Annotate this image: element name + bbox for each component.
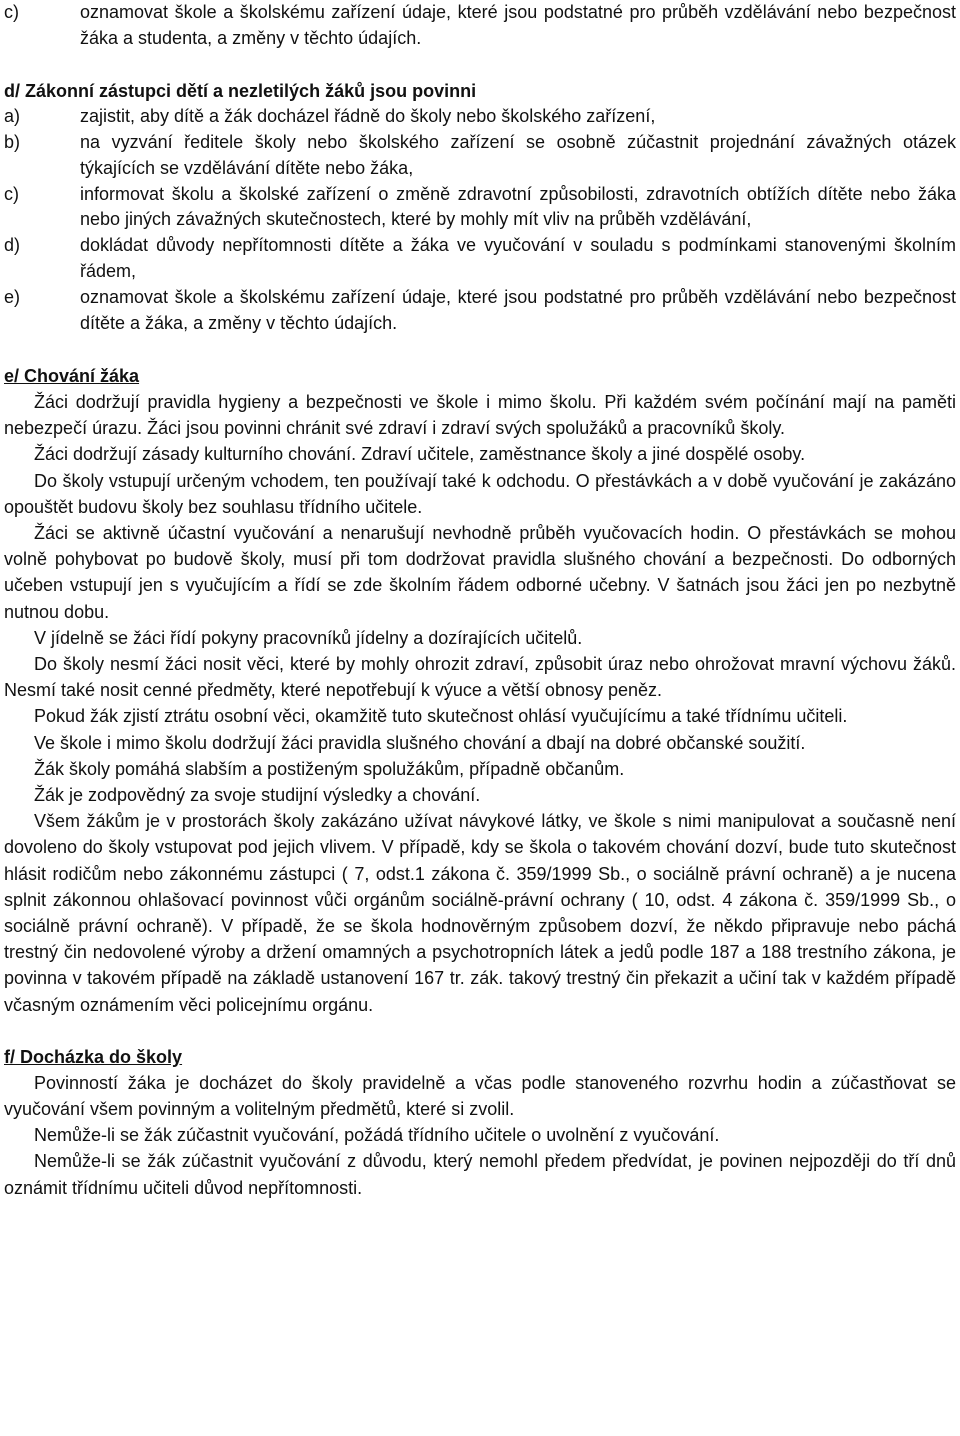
list-item-label: c): [4, 2, 19, 22]
list-item-text: dokládat důvody nepřítomnosti dítěte a žáka ve vyučování v souladu s podmínkami stanovenými školním řádem,: [80, 235, 956, 282]
paragraph: Nemůže-li se žák zúčastnit vyučování z důvodu, který nemohl předem předvídat, je povinen nejpozději do tří dnů oznámit třídnímu učiteli důvod nepřítomnosti.: [4, 1151, 956, 1198]
list-item-label: c): [4, 183, 19, 204]
list-item-text: zajistit, aby dítě a žák docházel řádně do školy nebo školského zařízení,: [80, 105, 656, 126]
list-item-text: informovat školu a školské zařízení o změně zdravotní způsobilosti, zdravotních obtížích dítěte nebo žáka nebo jiných závažných skutečnostech, které by mohly mít vliv na průběh vzdělávání,: [80, 183, 956, 230]
list-item-e: [4, 285, 956, 337]
paragraph: Do školy vstupují určeným vchodem, ten používají také k odchodu. O přestávkách a v době vyučování je zakázáno opouštět budovu školy bez souhlasu třídního učitele.: [4, 470, 956, 517]
list-item-label: b): [4, 131, 21, 152]
list-item-label: a): [4, 105, 21, 126]
paragraph: Nemůže-li se žák zúčastnit vyučování, požádá třídního učitele o uvolnění z vyučování.: [34, 1125, 720, 1146]
section-d-heading: d/ Zákonní zástupci dětí a nezletilých žáků jsou povinni: [4, 80, 477, 101]
section-f-heading: f/ Docházka do školy: [4, 1046, 183, 1067]
list-item-b: [4, 130, 956, 182]
section-e-heading: e/ Chování žáka: [4, 365, 140, 386]
paragraph: Žáci dodržují zásady kulturního chování. Zdraví učitele, zaměstnance školy a jiné dospělé osoby.: [34, 444, 806, 465]
paragraph: Žák je zodpovědný za svoje studijní výsledky a chování.: [34, 785, 481, 806]
paragraph: Povinností žáka je docházet do školy pravidelně a včas podle stanoveného rozvrhu hodin a zúčastňovat se vyučování všem povinným a volitelným předmětů, které si zvolil.: [4, 1072, 956, 1120]
list-item-c: [4, 0, 956, 52]
paragraph: Žáci se aktivně účastní vyučování a nenarušují nevhodně průběh vyučovacích hodin. O přestávkách se mohou volně pohybovat po budově školy, musí při tom dodržovat pravidla slušného chování a bezpečnosti. Do odborných učeben vstupují jen s vyučujícím a řídí se zde školním řádem odborné učebny. V šatnách jsou žáci jen po nezbytně nutnou dobu.: [4, 522, 956, 622]
list-item-text: oznamovat škole a školskému zařízení údaje, které jsou podstatné pro průběh vzdělávání nebo bezpečnost žáka a studenta, a změny v těchto údajích.: [80, 2, 956, 48]
paragraph: Žák školy pomáhá slabším a postiženým spolužákům, případně občanům.: [34, 758, 625, 779]
paragraph: Pokud žák zjistí ztrátu osobní věci, okamžitě tuto skutečnost ohlásí vyučujícímu a také třídnímu učiteli.: [34, 706, 848, 727]
list-item-text: na vyzvání ředitele školy nebo školského zařízení se osobně zúčastnit projednání závažných otázek týkajících se vzdělávání dítěte nebo žáka,: [80, 131, 956, 178]
spacer: [4, 52, 956, 78]
spacer: [4, 1018, 956, 1044]
paragraph: Do školy nesmí žáci nosit věci, které by mohly ohrozit zdraví, způsobit úraz nebo ohrožovat mravní výchovu žáků. Nesmí také nosit cenné předměty, které nepotřebují k výuce a větší obnosy peněz.: [4, 654, 956, 701]
document-page: [4, 0, 956, 1201]
list-item-label: e): [4, 287, 21, 308]
paragraph: Žáci dodržují pravidla hygieny a bezpečnosti ve škole i mimo školu. Při každém svém počínání mají na paměti nebezpečí úrazu. Žáci jsou povinni chránit své zdraví i zdraví svých spolužáků a pracovníků školy.: [4, 391, 956, 439]
list-item-text: oznamovat škole a školskému zařízení údaje, které jsou podstatné pro průběh vzdělávání nebo bezpečnost dítěte a žáka, a změny v těchto údajích.: [80, 287, 956, 334]
list-item-label: d): [4, 235, 21, 256]
paragraph: Všem žákům je v prostorách školy zakázáno užívat návykové látky, ve škole s nimi manipulovat a současně není dovoleno do školy vstupovat pod jejich vlivem. V případě, kdy se škola o takovém chování dozví, bude tuto skutečnost hlásit rodičům nebo zákonnému zástupci ( 7, odst.1 zákona č. 359/1999 Sb., o sociálně právní ochraně) a je nucena splnit zákonnou ohlašovací povinnost vůči orgánům sociálně-právní ochrany ( 10, odst. 4 zákona č. 359/1999 Sb., o sociálně právní ochraně). V případě, že se škola hodnověrným způsobem dozví, že někdo připravuje nebo páchá trestný čin nedovolené výroby a držení omamných a psychotropních látek a jedů podle 187 a 188 trestního zákona, je povinna v takovém případě na základě ustanovení 167 tr. zák. takový trestný čin překazit a učiní tak v každém případě včasným oznámením věci policejnímu orgánu.: [4, 811, 956, 1015]
paragraph: V jídelně se žáci řídí pokyny pracovníků jídelny a dozírajících učitelů.: [34, 627, 583, 648]
list-item-a: [4, 104, 956, 130]
list-item-c: [4, 182, 956, 234]
spacer: [4, 337, 956, 363]
list-item-d: [4, 233, 956, 285]
paragraph: Ve škole i mimo školu dodržují žáci pravidla slušného chování a dbají na dobré občanské soužití.: [34, 732, 806, 753]
